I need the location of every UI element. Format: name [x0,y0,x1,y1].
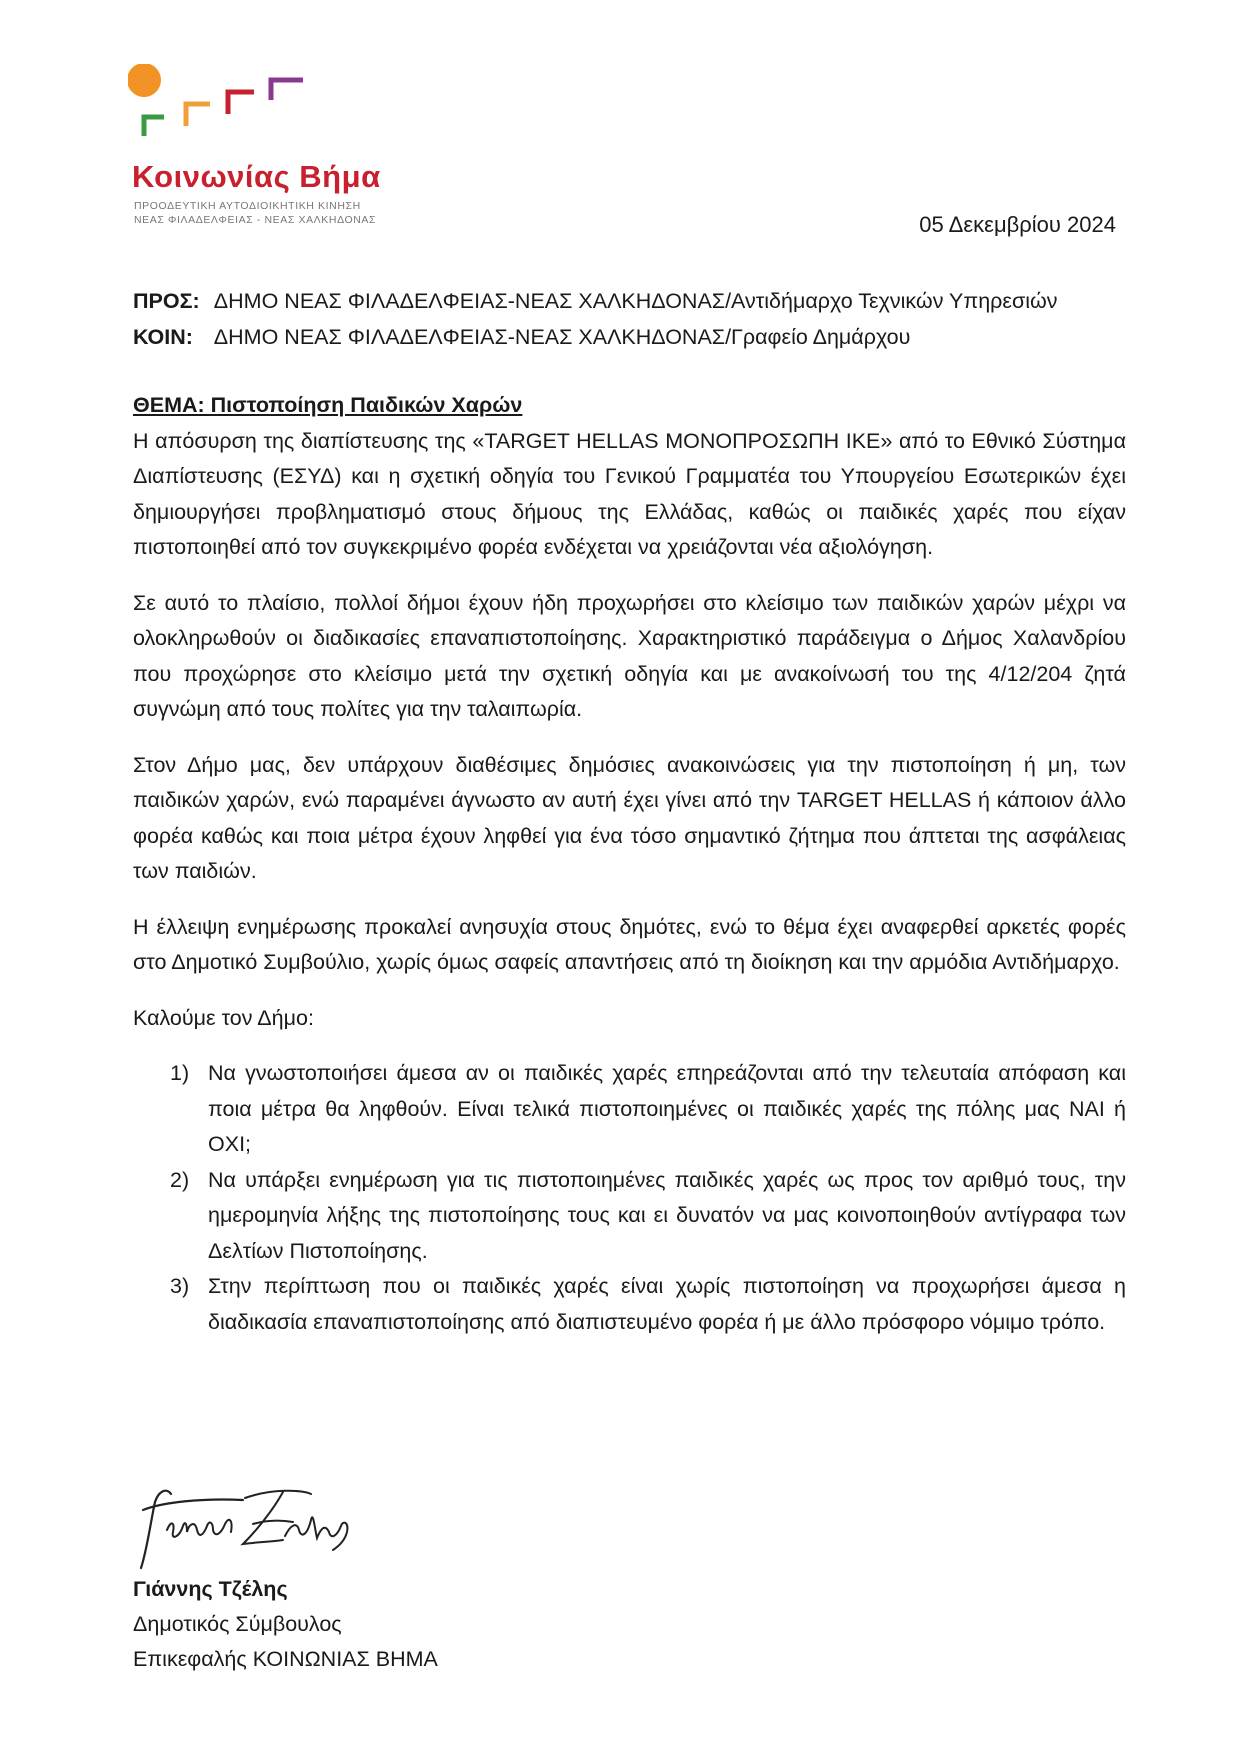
recipients-block [133,283,1058,355]
call-to-action: Καλούμε τον Δήμο: [133,1005,314,1030]
logo-step-orange [186,104,210,126]
requests-list [133,1056,1126,1340]
request-text: Στην περίπτωση που οι παιδικές χαρές είναι χωρίς πιστοποίηση να προχωρήσει άμεσα η διαδικασία επαναπιστοποίησης από διαπιστευμένο φορέα ή με άλλο πρόσφορο νόμιμο τρόπο. [208,1274,1126,1334]
request-item [133,1163,1126,1270]
logo-name: Κοινωνίας Βήμα [132,159,381,194]
recipient-to-label: ΠΡΟΣ: [133,289,200,313]
request-number: 2) [170,1167,190,1192]
paragraph-3: Στον Δήμο μας, δεν υπάρχουν διαθέσιμες δημόσιες ανακοινώσεις για την πιστοποίηση ή μη, των παιδικών χαρών, ενώ παραμένει άγνωστο αν αυτή έχει γίνει από την TARGET HELLAS ή κάποιον άλλο φορέα καθώς και ποια μέτρα έχουν ληφθεί για ένα τόσο σημαντικό ζήτημα που άπτεται της ασφάλειας των παιδιών. [133,752,1126,883]
letter-date: 05 Δεκεμβρίου 2024 [919,212,1116,237]
logo-dot [128,64,161,97]
paragraph-1: Η απόσυρση της διαπίστευσης της «TARGET HELLAS ΜΟΝΟΠΡΟΣΩΠΗ ΙΚΕ» από το Εθνικό Σύστημα Διαπίστευσης (ΕΣΥΔ) και η σχετική οδηγία του Γενικού Γραμματέα του Υπουργείου Εσωτερικών έχει δημιουργήσει προβληματισμό στους δήμους της Ελλάδας, καθώς οι παιδικές χαρές που είχαν πιστοποιηθεί από τον συγκεκριμένο φορέα ενδέχεται να χρειάζονται νέα αξιολόγηση. [133,428,1126,559]
paragraph-4: Η έλλειψη ενημέρωσης προκαλεί ανησυχία στους δημότες, ενώ το θέμα έχει αναφερθεί αρκετές φορές στο Δημοτικό Συμβούλιο, χωρίς όμως σαφείς απαντήσεις από τη διοίκηση και την αρμόδια Αντιδήμαρχο. [133,914,1126,974]
letter-body [133,388,1126,1340]
request-text: Να γνωστοποιήσει άμεσα αν οι παιδικές χαρές επηρεάζονται από την τελευταία απόφαση και ποια μέτρα θα ληφθούν. Είναι τελικά πιστοποιημένες οι παιδικές χαρές της πόλης μας ΝΑΙ ή ΟΧΙ; [208,1061,1126,1156]
logo-step-red [228,92,254,114]
request-text: Να υπάρξει ενημέρωση για τις πιστοποιημένες παιδικές χαρές ως προς τον αριθμό τους, την ημερομηνία λήξης της πιστοποίησης τους και ει δυνατόν να μας κοινοποιηθούν αντίγραφα των Δελτίων Πιστοποίησης. [208,1167,1126,1263]
recipient-to [133,283,1058,319]
request-item [133,1269,1126,1340]
logo-tagline-1: ΠΡΟΟΔΕΥΤΙΚΗ ΑΥΤΟΔΙΟΙΚΗΤΙΚΗ ΚΙΝΗΣΗ [134,200,361,212]
signer-role: Δημοτικός Σύμβουλος [133,1612,342,1636]
recipient-cc [133,319,1058,355]
logo-step-green [144,117,164,136]
signature-block [133,1572,438,1677]
organization-logo [128,64,381,239]
paragraph-2: Σε αυτό το πλαίσιο, πολλοί δήμοι έχουν ήδη προχωρήσει στο κλείσιμο των παιδικών χαρών μέχρι να ολοκληρωθούν οι διαδικασίες επαναπιστοποίησης. Χαρακτηριστικό παράδειγμα ο Δήμος Χαλανδρίου που προχώρησε στο κλείσιμο μετά την σχετική οδηγία και με ανακοίνωσή του της 4/12/204 ζητά συγνώμη από τους πολίτες για την ταλαιπωρία. [133,590,1126,721]
recipient-cc-label: ΚΟΙΝ: [133,325,193,349]
recipient-to-value: ΔΗΜΟ ΝΕΑΣ ΦΙΛΑΔΕΛΦΕΙΑΣ-ΝΕΑΣ ΧΑΛΚΗΔΟΝΑΣ/Αντιδήμαρχο Τεχνικών Υπηρεσιών [213,289,1058,313]
request-number: 3) [170,1274,190,1298]
logo-mark [128,64,378,164]
request-number: 1) [170,1061,190,1085]
logo-step-purple [271,80,303,100]
request-item [133,1056,1126,1163]
signer-title: Επικεφαλής ΚΟΙΝΩΝΙΑΣ ΒΗΜΑ [133,1647,438,1671]
recipient-cc-value: ΔΗΜΟ ΝΕΑΣ ΦΙΛΑΔΕΛΦΕΙΑΣ-ΝΕΑΣ ΧΑΛΚΗΔΟΝΑΣ/Γραφείο Δημάρχου [213,325,911,349]
handwritten-signature [133,1480,373,1570]
logo-tagline-2: ΝΕΑΣ ΦΙΛΑΔΕΛΦΕΙΑΣ - ΝΕΑΣ ΧΑΛΚΗΔΟΝΑΣ [134,214,377,226]
signer-name: Γιάννης Τζέλης [133,1577,288,1601]
subject-line: ΘΕΜΑ: Πιστοποίηση Παιδικών Χαρών [133,393,523,417]
